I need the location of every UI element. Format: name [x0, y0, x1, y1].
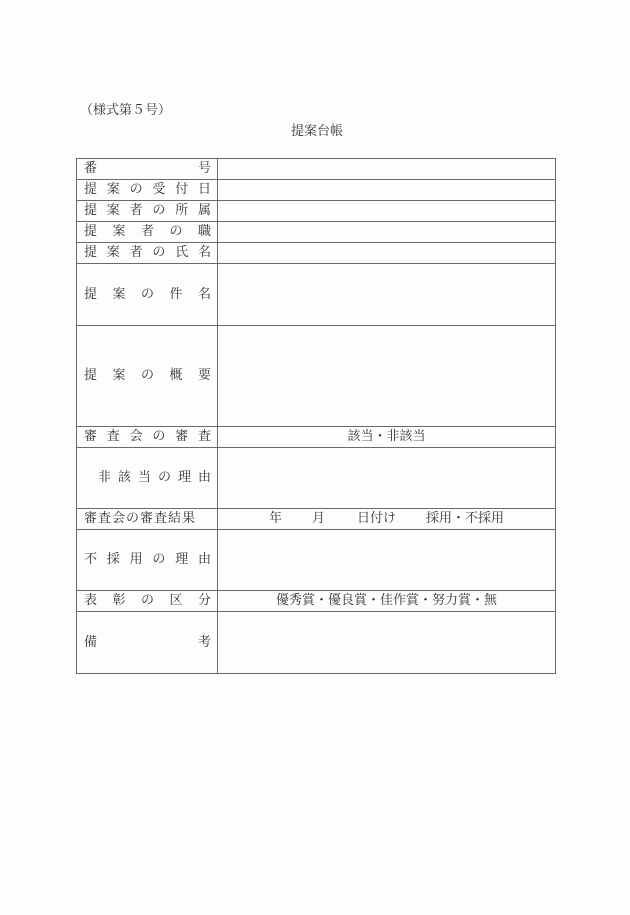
field-award-category[interactable]: 優秀賞・優良賞・佳作賞・努力賞・無 [218, 591, 556, 612]
label-rejection-reason: 不 採 用 の 理 由 [77, 530, 218, 591]
label-award-category: 表 彰 の 区 分 [77, 591, 218, 612]
form-number: （様式第５号） [80, 103, 172, 118]
label-non-applicable-reason: 非 該 当 の 理 由 [77, 448, 218, 509]
document-title: 提案台帳 [290, 124, 343, 139]
row-summary [77, 326, 556, 427]
label-summary: 提 案 の 概 要 [77, 326, 218, 427]
field-committee-review[interactable]: 該当・非該当 [218, 427, 556, 448]
field-name[interactable] [218, 243, 556, 264]
field-summary[interactable] [218, 326, 556, 427]
row-non-applicable-reason [77, 448, 556, 509]
row-remarks [77, 612, 556, 674]
row-received-date [77, 180, 556, 201]
row-rejection-reason [77, 530, 556, 591]
adoption-choice[interactable]: 採用・不採用 [426, 511, 505, 526]
label-affiliation: 提 案 者 の 所 属 [77, 201, 218, 222]
row-award-category [77, 591, 556, 612]
row-name [77, 243, 556, 264]
dated-label: 日付け [357, 511, 397, 526]
row-position [77, 222, 556, 243]
label-remarks: 備 考 [77, 612, 218, 674]
row-affiliation [77, 201, 556, 222]
year-label: 年 [268, 511, 282, 526]
field-rejection-reason[interactable] [218, 530, 556, 591]
month-label: 月 [311, 511, 325, 526]
label-received-date: 提 案 の 受 付 日 [77, 180, 218, 201]
label-name: 提 案 者 の 氏 名 [77, 243, 218, 264]
row-committee-result [77, 509, 556, 530]
field-subject[interactable] [218, 264, 556, 326]
field-received-date[interactable] [218, 180, 556, 201]
row-subject [77, 264, 556, 326]
label-committee-result: 審査会の審査結果 [77, 509, 218, 530]
field-committee-result[interactable] [218, 509, 556, 530]
label-position: 提 案 者 の 職 [77, 222, 218, 243]
label-number: 番 号 [77, 159, 218, 180]
field-non-applicable-reason[interactable] [218, 448, 556, 509]
row-committee-review [77, 427, 556, 448]
field-affiliation[interactable] [218, 201, 556, 222]
label-subject: 提 案 の 件 名 [77, 264, 218, 326]
proposal-ledger-table [76, 158, 556, 674]
row-number [77, 159, 556, 180]
field-position[interactable] [218, 222, 556, 243]
label-committee-review: 審 査 会 の 審 査 [77, 427, 218, 448]
field-number[interactable] [218, 159, 556, 180]
field-remarks[interactable] [218, 612, 556, 674]
